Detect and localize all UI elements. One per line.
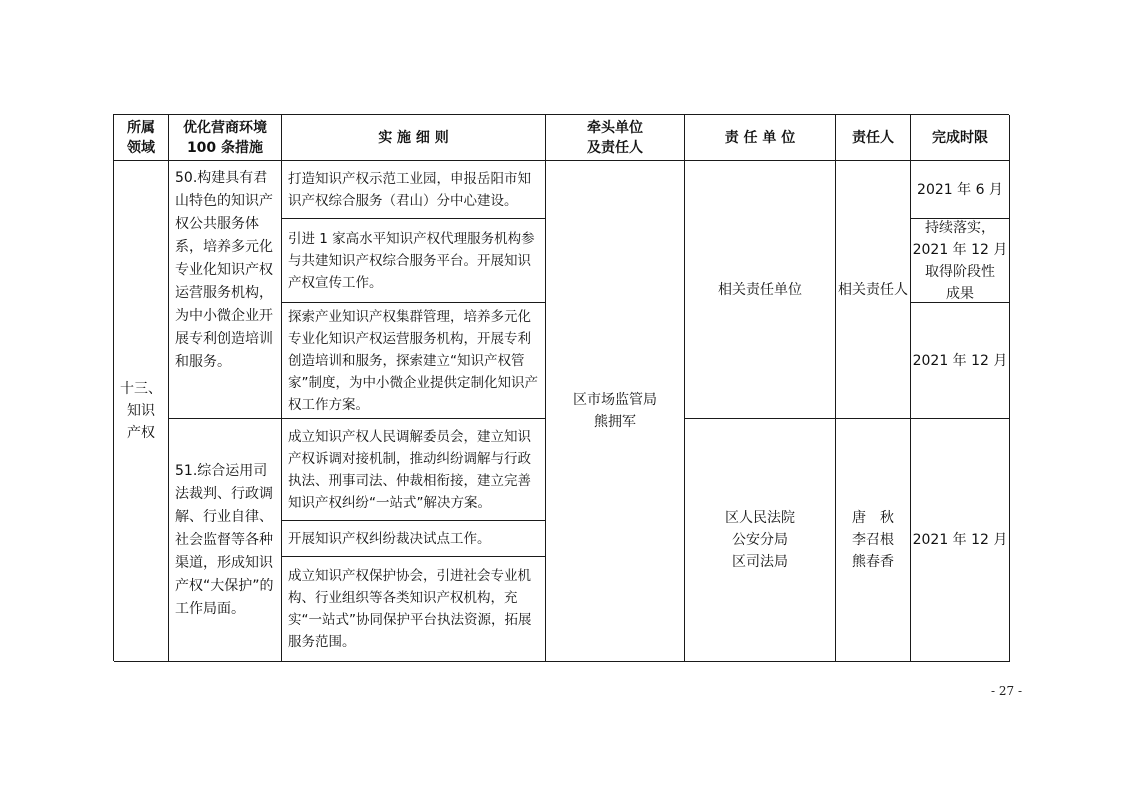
detail-row-5	[282, 521, 546, 557]
detail-text-1: 打造知识产权示范工业园，申报岳阳市知识产权综合服务（君山）分中心建设。	[288, 170, 531, 209]
person-text-1: 相关责任人	[838, 281, 908, 298]
header-measure-label: 优化营商环境 100 条措施	[183, 119, 267, 156]
header-person	[836, 115, 911, 161]
deadline-text-1: 2021 年 6 月	[917, 181, 1003, 198]
policy-table-sheet	[113, 114, 1009, 661]
header-unit-label: 责 任 单 位	[724, 129, 796, 146]
field-label: 十三、 知识 产权	[120, 381, 162, 441]
header-lead-label: 牵头单位 及责任人	[587, 119, 643, 156]
page-number: - 27 -	[990, 684, 1022, 698]
lead-cell	[546, 161, 685, 662]
measure-51-text: 51.综合运用司法裁判、行政调解、行业自律、社会监督等各种渠道，形成知识产权“大保护”的工作局面。	[175, 462, 274, 617]
header-detail	[282, 115, 546, 161]
detail-row-1	[282, 161, 546, 219]
measure-51-cell	[169, 419, 282, 662]
detail-row-6	[282, 557, 546, 662]
person-text-2: 唐 秋 李召根 熊春香	[852, 510, 894, 570]
detail-text-3: 探索产业知识产权集群管理，培养多元化专业化知识产权运营服务机构，开展专利创造培训和服务，探索建立“知识产权管家”制度，为中小微企业提供定制化知识产权工作方案。	[288, 308, 538, 413]
detail-text-2: 引进 1 家高水平知识产权代理服务机构参与共建知识产权综合服务平台。开展知识产权宣传工作。	[288, 230, 535, 291]
unit-text-1: 相关责任单位	[718, 281, 802, 298]
header-person-label: 责任人	[852, 129, 894, 146]
header-lead	[546, 115, 685, 161]
header-field	[114, 115, 169, 161]
unit-cell-1	[685, 161, 836, 419]
detail-text-5: 开展知识产权纠纷裁决试点工作。	[288, 530, 491, 547]
deadline-text-4: 2021 年 12 月	[912, 532, 1008, 548]
measure-50-text: 50.构建具有君山特色的知识产权公共服务体系，培养多元化专业化知识产权运营服务机构，为中小微企业开展专利创造培训和服务。	[175, 170, 273, 370]
header-field-label: 所属 领域	[127, 119, 155, 156]
lead-text: 区市场监管局 熊拥军	[573, 392, 657, 430]
header-deadline-label: 完成时限	[932, 129, 988, 146]
deadline-cell-2	[911, 219, 1010, 303]
header-detail-label: 实 施 细 则	[378, 129, 449, 146]
detail-row-3	[282, 303, 546, 419]
deadline-text-2: 持续落实， 2021 年 12 月 取得阶段性 成果	[912, 219, 1008, 302]
policy-table	[113, 114, 1009, 661]
unit-cell-2	[685, 419, 836, 662]
detail-text-6: 成立知识产权保护协会，引进社会专业机构、行业组织等各类知识产权机构，充实“一站式”协同保护平台执法资源，拓展服务范围。	[288, 568, 532, 650]
person-cell-2	[836, 419, 911, 662]
field-cell	[114, 161, 169, 662]
deadline-cell-3	[911, 303, 1010, 419]
person-cell-1	[836, 161, 911, 419]
detail-row-4	[282, 419, 546, 521]
detail-row-2	[282, 219, 546, 303]
detail-text-4: 成立知识产权人民调解委员会，建立知识产权诉调对接机制，推动纠纷调解与行政执法、刑事司法、仲裁相衔接，建立完善知识产权纠纷“一站式”解决方案。	[288, 428, 531, 511]
header-unit	[685, 115, 836, 161]
deadline-cell-4	[911, 419, 1010, 662]
deadline-cell-1	[911, 161, 1010, 219]
unit-text-2: 区人民法院 公安分局 区司法局	[725, 510, 795, 570]
header-measure	[169, 115, 282, 161]
deadline-text-3: 2021 年 12 月	[912, 352, 1008, 369]
header-deadline	[911, 115, 1010, 161]
measure-50-cell	[169, 161, 282, 419]
